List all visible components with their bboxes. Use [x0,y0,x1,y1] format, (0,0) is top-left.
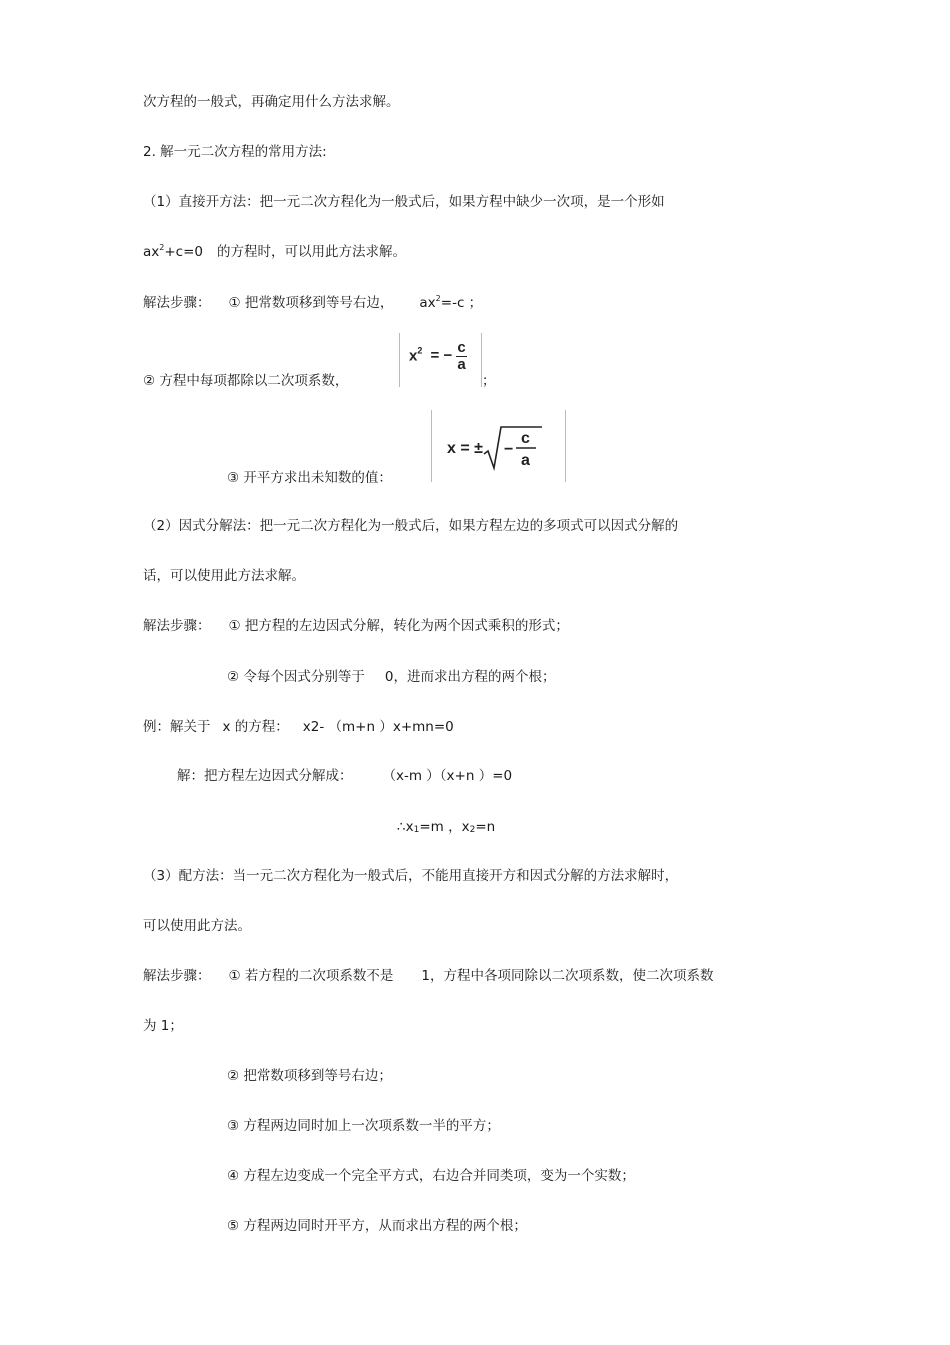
formula-x-squared: $x^2$ = − $\frac{c}{a}$ [399,333,482,387]
example-line: 例：解关于 x 的方程： x2- （m+n ）x+mn=0 [143,719,454,735]
text-line: （1）直接开方法：把一元二次方程化为一般式后，如果方程中缺少一次项，是一个形如 [143,194,665,210]
text-line: 解法步骤： ① 把方程的左边因式分解，转化为两个因式乘积的形式； [143,618,569,634]
formula-square-root: x = ± − c a [431,410,566,482]
radicand-denominator: a [520,452,530,469]
text-line: 次方程的一般式，再确定用什么方法求解。 [143,94,400,110]
text-line: （2）因式分解法：把一元二次方程化为一般式后，如果方程左边的多项式可以因式分解的 [143,518,679,534]
step-line: ② 把常数项移到等号右边； [227,1068,392,1084]
text-line: $ax^2+c=0$ 的方程时，可以用此方法求解。 [143,243,406,260]
text-line: （3）配方法：当一元二次方程化为一般式后，不能用直接开方和因式分解的方法求解时， [143,868,679,884]
text-line: 可以使用此方法。 [143,918,251,934]
step-line: ⑤ 方程两边同时开平方，从而求出方程的两个根； [227,1218,527,1234]
text-line: 解法步骤： ① 若方程的二次项系数不是 1，方程中各项同除以二次项系数，使二次项系数 [143,968,714,984]
section-heading: 2. 解一元二次方程的常用方法: [143,144,327,160]
radical-sign-icon [483,424,543,472]
text-line: ； [482,373,496,389]
equation-ax2-neg-c: $ax^2=-c$ ； [419,294,483,311]
step-line: ③ 方程两边同时加上一次项系数一半的平方； [227,1118,500,1134]
text-line: 话，可以使用此方法求解。 [143,568,305,584]
text-line: ② 方程中每项都除以二次项系数， [143,373,349,389]
solution-line: 解：把方程左边因式分解成： （x-m ）（x+n ）=0 [177,768,513,784]
radicand-numerator: c [520,430,530,447]
step-line: ④ 方程左边变成一个完全平方式，右边合并同类项，变为一个实数； [227,1168,635,1184]
roots-line: $\therefore x_1=m$ ，$x_2=n$ [397,819,496,835]
text-line: ③ 开平方求出未知数的值： [227,470,392,486]
text-line: ② 令每个因式分别等于 0，进而求出方程的两个根； [227,669,556,685]
text-line: 为 1； [143,1018,183,1034]
text-line: 解法步骤： ① 把常数项移到等号右边， $ax^2=-c$ ； [143,294,483,311]
radicand-sign: − [503,441,514,458]
equation-ax2: $ax^2+c=0$ [143,243,203,260]
